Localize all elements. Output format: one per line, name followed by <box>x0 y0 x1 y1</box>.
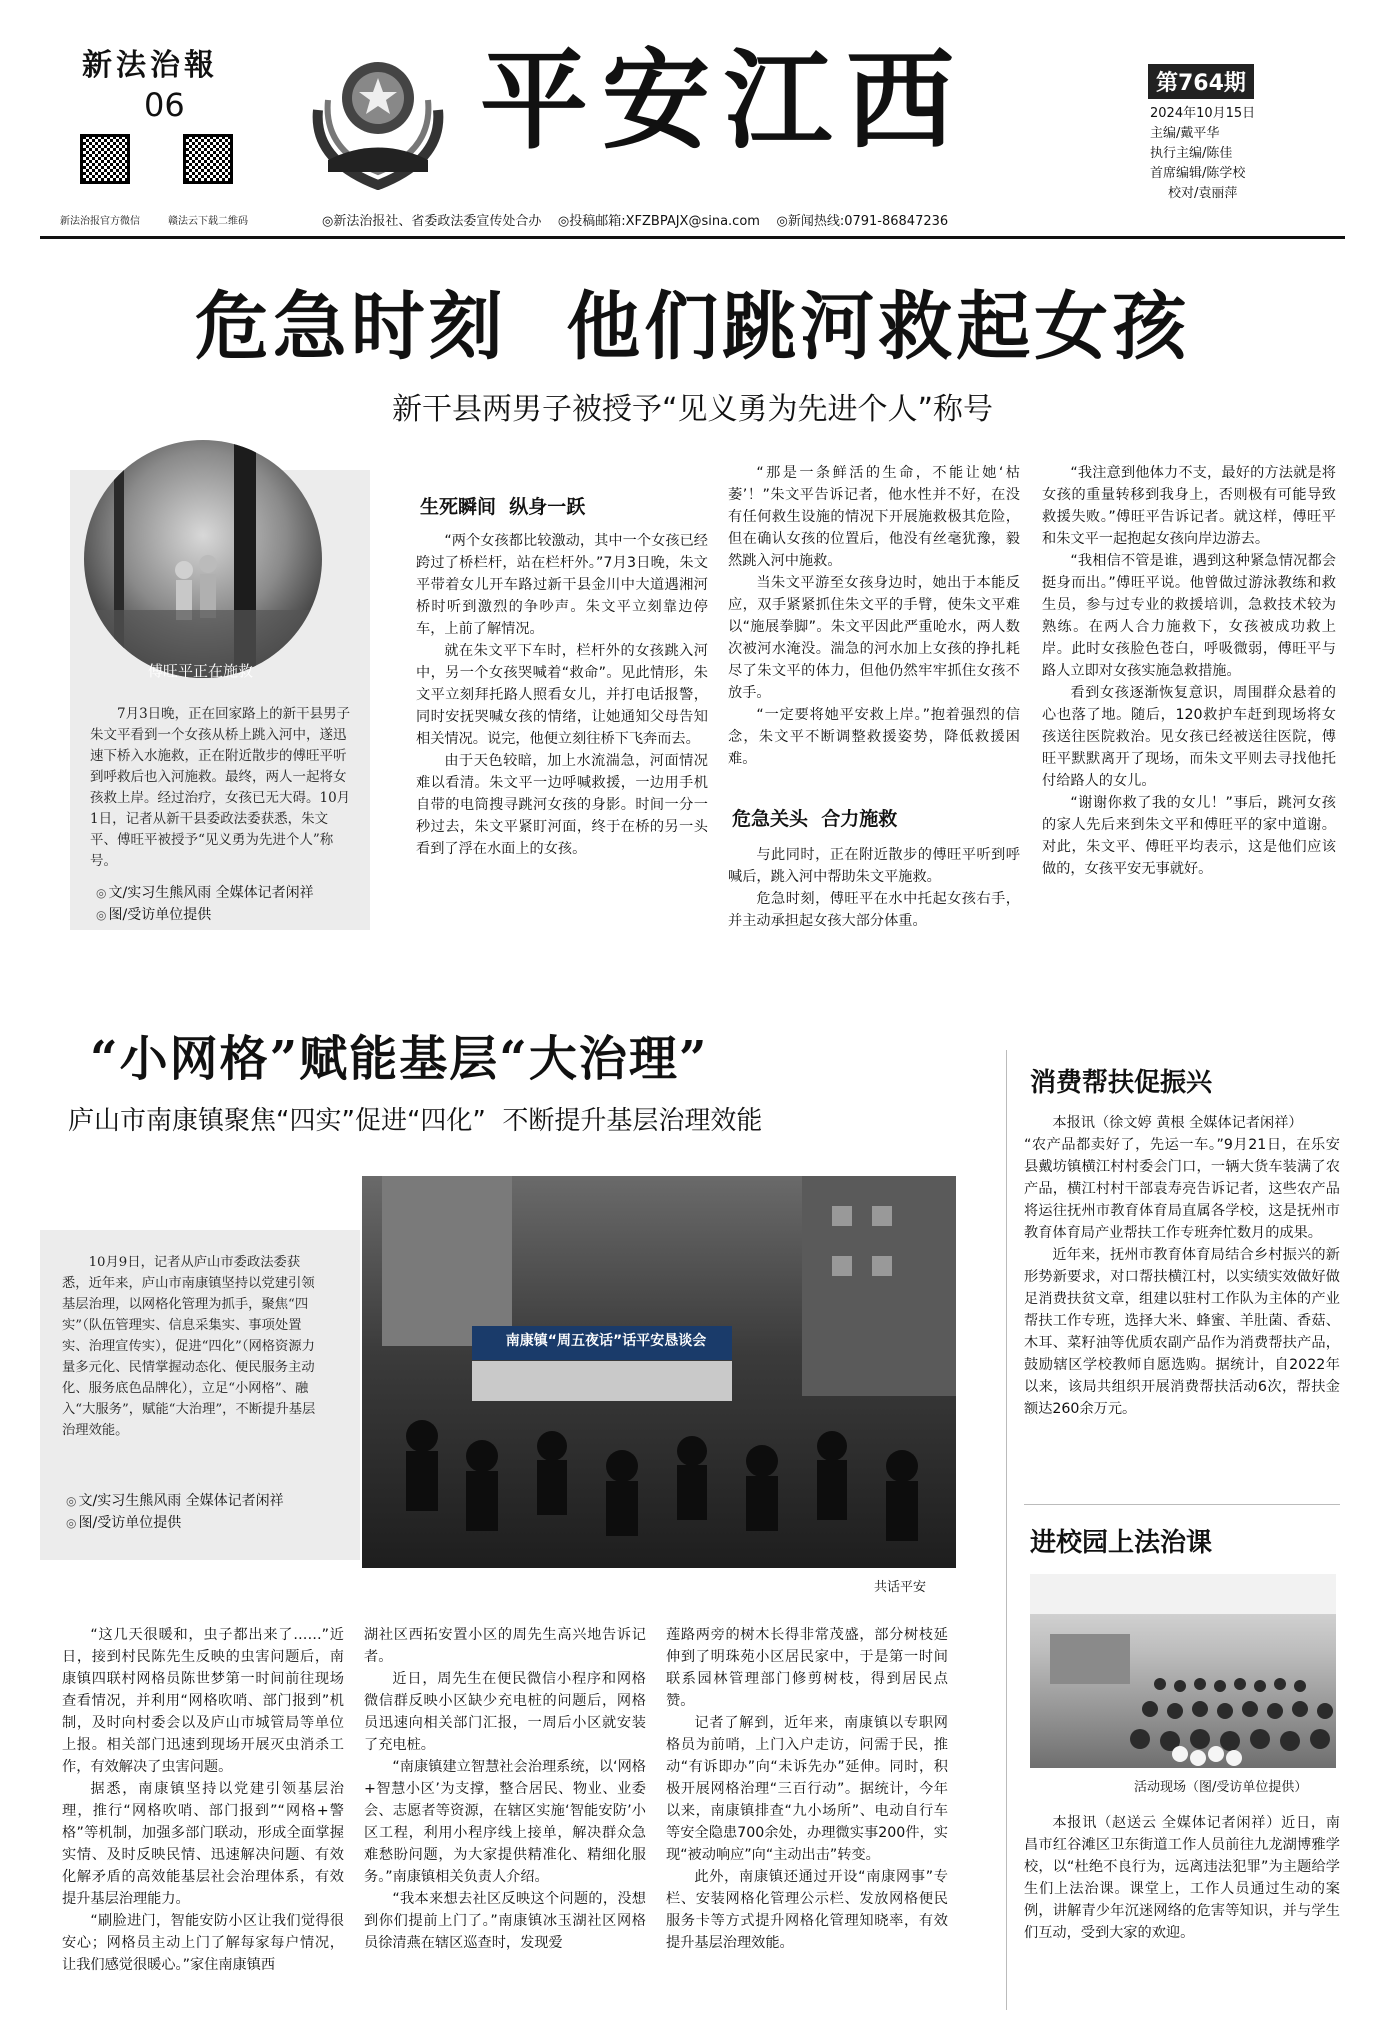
story3-body <box>1024 1112 1340 1420</box>
email-icon: ◎ <box>557 214 570 229</box>
story4-paragraph: 近日，南昌市红谷滩区卫东街道工作人员前往九龙湖博雅学校，以“杜绝不良行为，远离违法犯罪”为主题给学生们上法治课。课堂上，工作人员通过生动的案例，讲解青少年沉迷网络的危害等知识，并与学生们互动，受到大家的欢迎。 <box>1024 1815 1340 1941</box>
story1-subhead-2: 危急关头 合力施救 <box>732 808 898 830</box>
story4-body <box>1024 1812 1340 1944</box>
newspaper-name: 新法治報 <box>82 48 218 83</box>
story2-photo-caption: 共话平安 <box>874 1580 927 1595</box>
exec-editor: 执行主编/陈佳 <box>1150 146 1233 161</box>
story1-col2a-p2: 当朱文平游至女孩身边时，她出于本能反应，双手紧紧抓住朱文平的手臂，使朱文平难以“施展拳脚”。朱文平因此严重呛水，两人数次被河水淹没。湍急的河水加上女孩的挣扎耗尽了朱文平的体力，但他仍然牢牢抓住女孩不放手。 <box>728 575 1020 701</box>
story1-col1 <box>416 530 708 860</box>
phone-icon: ◎ <box>776 214 788 229</box>
story2-col3-p1: 莲路两旁的树木长得非常茂盛，部分树枝延伸到了明珠苑小区居民家中，于是第一时间联系园林管理部门修剪树枝，得到居民点赞。 <box>666 1627 948 1709</box>
story1-col2b <box>728 844 1020 932</box>
story1-byline2: 图/受访单位提供 <box>108 907 212 923</box>
emblem-logo <box>298 40 458 190</box>
qr-caption-left: 新法治报官方微信 <box>60 216 140 227</box>
byline-icon: ◎ <box>96 908 107 922</box>
story1-col1-p1: “两个女孩都比较激动，其中一个女孩已经跨过了桥栏杆，站在栏杆外。”7月3日晚，朱文平带着女儿开车路过新干县金川中大道遇湘河桥时听到激烈的争吵声。朱文平立刻靠边停车，上前了解情况。 <box>416 533 708 637</box>
story1-col3-p1: “我注意到他体力不支，最好的方法就是将女孩的重量转移到我身上，否则极有可能导致救援失败。”傅旺平告诉记者。就这样，傅旺平和朱文平一起抱起女孩向岸边游去。 <box>1042 465 1336 547</box>
story1-col2a-p1: “那是一条鲜活的生命，不能让她‘枯萎’！”朱文平告诉记者，他水性并不好，在没有任何救生设施的情况下开展施救极其危险，但在确认女孩的位置后，他没有丝毫犹豫，毅然跳入河中施救。 <box>728 465 1020 569</box>
qr-caption-right: 赣法云下载二维码 <box>168 216 248 227</box>
story2-col1 <box>62 1624 344 1976</box>
story4-photo[interactable] <box>1030 1574 1336 1768</box>
hotline: 新闻热线:0791-86847236 <box>787 214 949 229</box>
story1-col1-p2: 就在朱文平下车时，栏杆外的女孩跳入河中，另一个女孩哭喊着“救命”。见此情形，朱文平立刻拜托路人照看女儿，并打电话报警，同时安抚哭喊女孩的情绪，让她通知父母告知相关情况。说完，他便立刻往桥下飞奔而去。 <box>416 643 708 747</box>
right-column-divider <box>1006 1050 1007 2010</box>
story2-photo[interactable] <box>362 1176 956 1568</box>
story2-col2-p1: 湖社区西拓安置小区的周先生高兴地告诉记者。 <box>364 1627 646 1665</box>
story1-photo[interactable] <box>84 440 322 678</box>
story1-col3 <box>1042 462 1336 880</box>
story2-col3-p3: 此外，南康镇还通过开设“南康网事”专栏、安装网格化管理公示栏、发放网格便民服务卡等方式提升网格化管理知晓率，有效提升基层治理效能。 <box>666 1869 948 1951</box>
email[interactable]: 投稿邮箱:XFZBPAJX@sina.com <box>569 214 760 229</box>
story1-col1-p3: 由于天色较暗，加上水流湍急，河面情况难以看清。朱文平一边呼喊救援，一边用手机自带的电筒搜寻跳河女孩的身影。时间一分一秒过去，朱文平紧盯河面，终于在桥的另一头看到了浮在水面上的女孩。 <box>416 753 708 857</box>
byline-icon: ◎ <box>66 1516 77 1530</box>
story2-col3 <box>666 1624 948 1954</box>
story1-subhead-1: 生死瞬间 纵身一跃 <box>420 496 586 518</box>
story1-col3-p3: 看到女孩逐渐恢复意识，周围群众悬着的心也落了地。随后，120救护车赶到现场将女孩送往医院救治。见女孩已经被送往医院，傅旺平默默离开了现场，而朱文平则去寻找他托付给路人的女儿。 <box>1042 685 1336 789</box>
story2-col2 <box>364 1624 646 1954</box>
chief-editor: 首席编辑/陈学校 <box>1150 166 1246 181</box>
story3-p2: 近年来，抚州市教育体育局结合乡村振兴的新形势新要求，对口帮扶横江村，以实绩实效做好做足消费扶贫文章，组建以驻村工作队为主体的产业帮扶工作专班，选择大米、蜂蜜、羊肚菌、香菇、木耳、菜籽油等优质农副产品作为消费帮扶产品，鼓励辖区学校教师自愿选购。据统计，自2022年以来，该局共组织开展消费帮扶活动6次，帮扶金额达260余万元。 <box>1024 1247 1340 1417</box>
qr-code-wechat[interactable] <box>80 134 130 184</box>
story2-col1-p3: “刷脸进门，智能安防小区让我们觉得很安心；网格员主动上门了解每家每户情况，让我们感觉很暖心。”家住南康镇西 <box>62 1913 344 1973</box>
proofreader: 校对/袁丽萍 <box>1168 186 1238 201</box>
story2-subheadline: 庐山市南康镇聚焦“四实”促进“四化” 不断提升基层治理效能 <box>68 1106 763 1136</box>
story4-headline: 进校园上法治课 <box>1030 1528 1213 1558</box>
story3-p1: “农产品都卖好了，先运一车。”9月21日，在乐安县戴坊镇横江村村委会门口，一辆大货车装满了农产品，横江村村干部袁寿亮告诉记者，这些农产品将运往抚州市教育体育局直属各学校，这是抚州市教育体育局产业帮扶工作专班奔忙数月的成果。 <box>1024 1137 1340 1241</box>
story2-headline: “小网格”赋能基层“大治理” <box>90 1031 709 1087</box>
story1-col2a-p3: “一定要将她平安救上岸。”抱着强烈的信念，朱文平不断调整救援姿势，降低救援困难。 <box>728 707 1020 767</box>
story1-lead-text: 7月3日晚，正在回家路上的新干县男子朱文平看到一个女孩从桥上跳入河中，遂迅速下桥入水施救，正在附近散步的傅旺平听到呼救后也入河施救。最终，两人一起将女孩救上岸。经过治疗，女孩已无大碍。10月1日，记者从新干县委政法委获悉，朱文平、傅旺平被授予“见义勇为先进个人”称号。 <box>90 706 351 869</box>
story2-photo-banner: 南康镇“周五夜话”话平安恳谈会 <box>505 1333 707 1349</box>
story4-paragraph-block <box>1024 1812 1340 1944</box>
story1-col2b-p1: 与此同时，正在附近散步的傅旺平听到呼喊后，跳入河中帮助朱文平施救。 <box>728 847 1020 885</box>
story3-byline: 本报讯（徐文婷 黄根 全媒体记者闲祥） <box>1052 1115 1303 1131</box>
byline-icon: ◎ <box>66 1494 77 1508</box>
story2-col3-p2: 记者了解到，近年来，南康镇以专职网格员为前哨，上门入户走访，问需于民，推动“有诉即办”向“未诉先办”延伸。同时，积极开展网格治理“三百行动”。据统计，今年以来，南康镇排查“九小场所”、电动自行车等安全隐患700余处，办理微实事200件，实现“被动响应”向“主动出击”转变。 <box>666 1715 948 1863</box>
story1-headline: 危急时刻 他们跳河救起女孩 <box>194 284 1191 370</box>
story1-col3-p4: “谢谢你救了我的女儿！”事后，跳河女孩的家人先后来到朱文平和傅旺平的家中道谢。对此，朱文平、傅旺平均表示，这是他们应该做的，女孩平安无事就好。 <box>1042 795 1336 877</box>
story2-lead <box>62 1252 316 1441</box>
story2-col1-p1: “这几天很暖和，虫子都出来了……”近日，接到村民陈先生反映的虫害问题后，南康镇四联村网格员陈世梦第一时间前往现场查看情况，并利用“网格吹哨、部门报到”机制，及时向村委会以及庐山市城管局等单位上报。相关部门迅速到现场开展灭虫消杀工作，有效解决了虫害问题。 <box>62 1627 344 1775</box>
sponsor-icon: ◎ <box>322 214 334 229</box>
story2-byline2: 图/受访单位提供 <box>78 1515 182 1531</box>
issue-date: 2024年10月15日 <box>1150 106 1256 121</box>
story1-col2b-p2: 危急时刻，傅旺平在水中托起女孩右手，并主动承担起女孩大部分体重。 <box>728 891 1020 929</box>
sponsor: 新法治报社、省委政法委宣传处合办 <box>333 214 542 229</box>
story3-headline: 消费帮扶促振兴 <box>1030 1068 1213 1098</box>
story2-lead-text: 10月9日，记者从庐山市委政法委获悉，近年来，庐山市南康镇坚持以党建引领基层治理，以网格化管理为抓手，聚焦“四实”（队伍管理实、信息采集实、事项处置实、治理宣传实），促进“四化”（网格资源力量多元化、民情掌握动态化、便民服务主动化、服务底色品牌化），立足“小网格”、融入“大服务”，赋能“大治理”，不断提升基层治理效能。 <box>62 1255 316 1438</box>
story2-byline <box>66 1490 284 1534</box>
story2-col2-p4: “我本来想去社区反映这个问题的，没想到你们提前上门了。”南康镇冰玉湖社区网格员徐清燕在辖区巡查时，发现爱 <box>364 1891 646 1951</box>
story1-lead <box>90 704 352 872</box>
story2-col2-p3: “南康镇建立智慧社会治理系统，以‘网格+智慧小区’为支撑，整合居民、物业、业委会、志愿者等资源，在辖区实施‘智能安防’小区工程，利用小程序线上接单，解决群众急难愁盼问题，为大家提供精准化、精细化服务。”南康镇相关负责人介绍。 <box>364 1759 646 1885</box>
story-separator <box>1024 1504 1340 1505</box>
story1-subheadline: 新干县两男子被授予“见义勇为先进个人”称号 <box>391 392 994 427</box>
story2-col2-p2: 近日，周先生在便民微信小程序和网格微信群反映小区缺少充电桩的问题后，网格员迅速向相关部门汇报，一周后小区就安装了充电桩。 <box>364 1671 646 1753</box>
editor: 主编/戴平华 <box>1150 126 1220 141</box>
story4-photo-caption: 活动现场（图/受访单位提供） <box>1134 1780 1308 1795</box>
story2-byline1: 文/实习生熊风雨 全媒体记者闲祥 <box>78 1493 284 1509</box>
story1-byline <box>96 882 314 926</box>
byline-icon: ◎ <box>96 886 107 900</box>
issue-number: 第764期 <box>1148 64 1254 99</box>
qr-code-app[interactable] <box>183 134 233 184</box>
section-title: 平安江西 <box>480 38 969 164</box>
story1-col2a <box>728 462 1020 770</box>
page-number: 06 <box>144 86 185 124</box>
story1-col3-p2: “我相信不管是谁，遇到这种紧急情况都会挺身而出。”傅旺平说。他曾做过游泳教练和救生员，参与过专业的救援培训，急救技术较为熟练。在两人合力施救下，女孩被成功救上岸。此时女孩脸色苍白，呼吸微弱，傅旺平与路人立即对女孩实施急救措施。 <box>1042 553 1336 679</box>
story1-byline1: 文/实习生熊风雨 全媒体记者闲祥 <box>108 885 314 901</box>
masthead-info-bar <box>322 210 948 229</box>
story4-byline: 本报讯（赵送云 全媒体记者闲祥） <box>1052 1815 1282 1831</box>
story1-photo-caption: 傅旺平正在施救 <box>148 662 254 680</box>
masthead-rule <box>40 236 1345 239</box>
story2-col1-p2: 据悉，南康镇坚持以党建引领基层治理，推行“网格吹哨、部门报到”“网格+警格”等机制，加强多部门联动，形成全面掌握实情、及时反映民情、迅速解决问题、有效化解矛盾的高效能基层社会治理体系，有效提升基层治理能力。 <box>62 1781 344 1907</box>
